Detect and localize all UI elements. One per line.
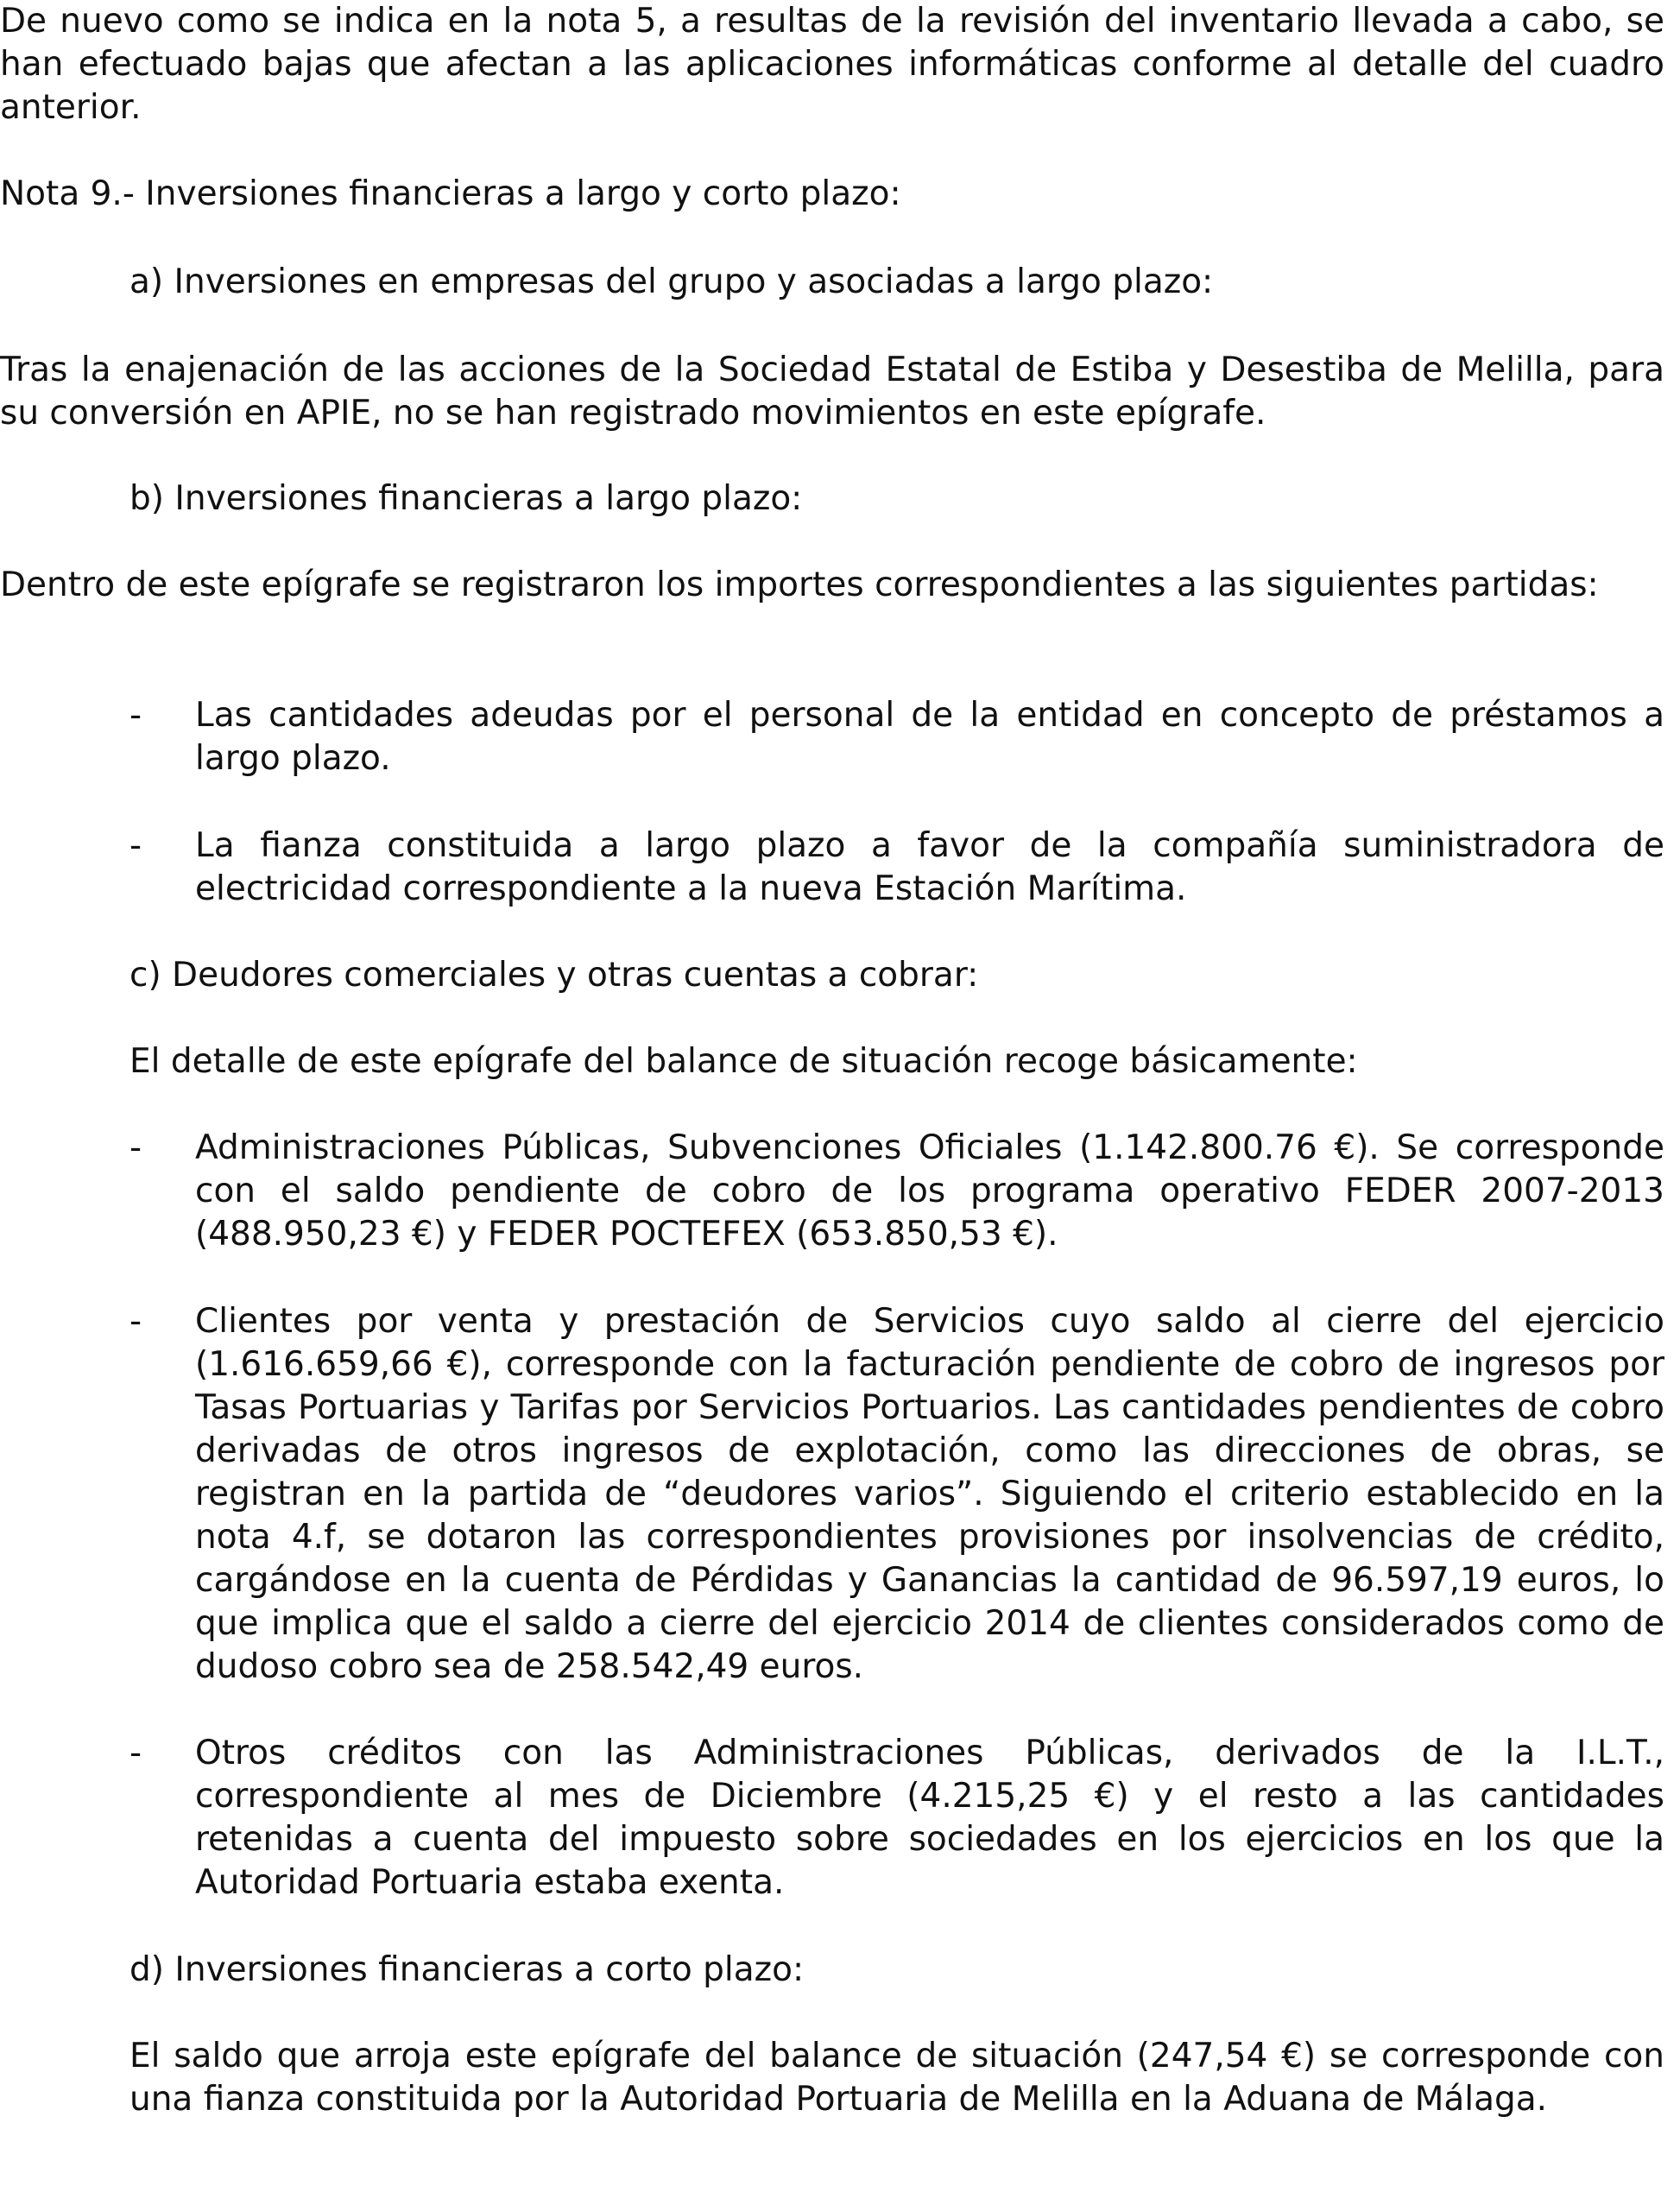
list-item-text: Administraciones Públicas, Subvenciones Oficiales (1.142.800.76 €). Se corresponde con el saldo pendiente de cobro de los programa operativo FEDER 2007-2013 (488.950,23 €) y FEDER POCTEFEX (653.850,53 €).	[195, 1128, 1664, 1254]
bullet-dash: -	[129, 1128, 142, 1167]
subsection-d-paragraph: El saldo que arroja este epígrafe del balance de situación (247,54 €) se corresponde con una fianza constituida por la Autoridad Portuaria de Melilla en la Aduana de Málaga.	[129, 2037, 1664, 2119]
bullet-dash: -	[129, 1302, 142, 1341]
subsection-b-paragraph: Dentro de este epígrafe se registraron los importes correspondientes a las siguientes partidas:	[0, 565, 1599, 604]
list-item-text: Las cantidades adeudas por el personal de la entidad en concepto de préstamos a largo plazo.	[195, 696, 1664, 778]
section-title-nota-9: Nota 9.- Inversiones financieras a largo y corto plazo:	[0, 174, 901, 213]
subsection-a-heading: a) Inversiones en empresas del grupo y asociadas a largo plazo:	[129, 262, 1214, 301]
list-item-text: Otros créditos con las Administraciones Públicas, derivados de la I.L.T., correspondiente al mes de Diciembre (4.215,25 €) y el resto a las cantidades retenidas a cuenta del impuesto sobre sociedades en los ejercicios en los que la Autoridad Portuaria estaba exenta.	[195, 1734, 1664, 1902]
bullet-dash: -	[129, 696, 142, 735]
intro-paragraph: De nuevo como se indica en la nota 5, a resultas de la revisión del inventario llevada a cabo, se han efectuado bajas que afectan a las aplicaciones informáticas conforme al detalle del cuadro anterior.	[0, 2, 1664, 127]
list-item-text: La fianza constituida a largo plazo a favor de la compañía suministradora de electricidad correspondiente a la nueva Estación Marítima.	[195, 826, 1664, 908]
subsection-d-heading: d) Inversiones financieras a corto plazo:	[129, 1950, 805, 1989]
subsection-a-paragraph: Tras la enajenación de las acciones de la Sociedad Estatal de Estiba y Desestiba de Melilla, para su conversión en APIE, no se han registrado movimientos en este epígrafe.	[0, 351, 1664, 433]
subsection-c-paragraph: El detalle de este epígrafe del balance de situación recoge básicamente:	[129, 1042, 1358, 1081]
subsection-c-heading: c) Deudores comerciales y otras cuentas a cobrar:	[129, 956, 979, 995]
subsection-b-heading: b) Inversiones financieras a largo plazo:	[129, 479, 803, 518]
list-item-text: Clientes por venta y prestación de Servicios cuyo saldo al cierre del ejercicio (1.616.659,66 €), corresponde con la facturación pendiente de cobro de ingresos por Tasas Portuarias y Tarifas por Servicios Portuarios. Las cantidades pendientes de cobro derivadas de otros ingresos de explotación, como las direcciones de obras, se registran en la partida de “deudores varios”. Siguiendo el criterio establecido en la nota 4.f, se dotaron las correspondientes provisiones por insolvencias de crédito, cargándose en la cuenta de Pérdidas y Ganancias la cantidad de 96.597,19 euros, lo que implica que el saldo a cierre del ejercicio 2014 de clientes considerados como de dudoso cobro sea de 258.542,49 euros.	[195, 1302, 1664, 1686]
bullet-dash: -	[129, 826, 142, 865]
bullet-dash: -	[129, 1734, 142, 1772]
